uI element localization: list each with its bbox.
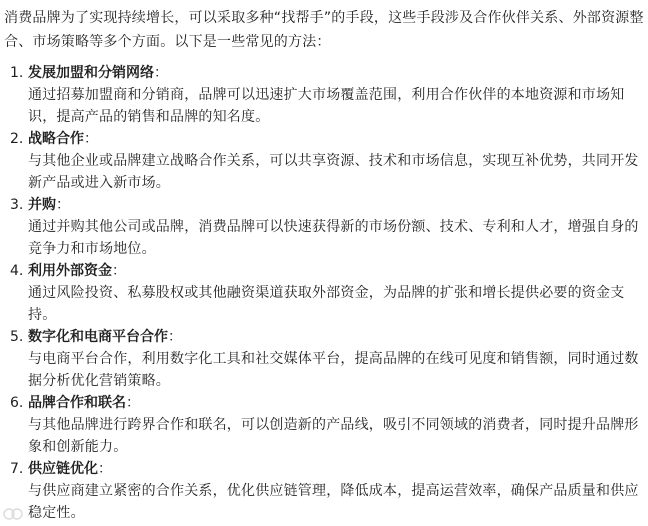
list-item-body: 通过招募加盟商和分销商，品牌可以迅速扩大市场覆盖范围，利用合作伙伴的本地资源和市场知识，提高产品的销售和品牌的知名度。 xyxy=(28,87,625,125)
list-item-body: 与电商平台合作，利用数字化工具和社交媒体平台，提高品牌的在线可见度和销售额，同时通过数据分析优化营销策略。 xyxy=(28,351,639,389)
list-item-title: 供应链优化 xyxy=(28,461,98,477)
list-item-colon: ： xyxy=(112,263,126,279)
list-item-number: 6. xyxy=(10,395,24,411)
list-item-body: 通过风险投资、私募股权或其他融资渠道获取外部资金，为品牌的扩张和增长提供必要的资金支持。 xyxy=(28,285,625,323)
list-item-number: 4. xyxy=(10,263,24,279)
list-item-heading xyxy=(10,326,182,348)
list-item-title: 品牌合作和联名 xyxy=(28,395,126,411)
list-item-colon: ： xyxy=(154,65,168,81)
list-item-heading xyxy=(10,260,126,282)
list-item-body: 与其他品牌进行跨界合作和联名，可以创造新的产品线，吸引不同领域的消费者，同时提升品牌形象和创新能力。 xyxy=(28,417,639,455)
list-item-heading xyxy=(10,458,112,480)
list-item-heading xyxy=(10,128,98,150)
list-item-title: 利用外部资金 xyxy=(28,263,112,279)
list-item-number: 1. xyxy=(10,65,24,81)
list-item-number: 2. xyxy=(10,131,24,147)
list-item-body: 与其他企业或品牌建立战略合作关系，可以共享资源、技术和市场信息，实现互补优势，共同开发新产品或进入新市场。 xyxy=(28,153,639,191)
list-item-body: 与供应商建立紧密的合作关系，优化供应链管理，降低成本，提高运营效率，确保产品质量和供应稳定性。 xyxy=(28,483,639,521)
list-item-colon: ： xyxy=(168,329,182,345)
list-item-number: 5. xyxy=(10,329,24,345)
list-item-body: 通过并购其他公司或品牌，消费品牌可以快速获得新的市场份额、技术、专利和人才，增强自身的竞争力和市场地位。 xyxy=(28,219,639,257)
list-item-heading xyxy=(10,62,168,84)
list-item-heading xyxy=(10,194,70,216)
list-item-colon: ： xyxy=(84,131,98,147)
intro-paragraph: 消费品牌为了实现持续增长，可以采取多种“找帮手”的手段，这些手段涉及合作伙伴关系、外部资源整合、市场策略等多个方面。以下是一些常见的方法： xyxy=(4,10,644,50)
list-item-colon: ： xyxy=(126,395,140,411)
list-item-number: 7. xyxy=(10,461,24,477)
list-item-number: 3. xyxy=(10,197,24,213)
list-item-title: 战略合作 xyxy=(28,131,84,147)
list-item-colon: ： xyxy=(56,197,70,213)
watermark-icon xyxy=(2,505,24,523)
list-item-colon: ： xyxy=(98,461,112,477)
list-item-title: 并购 xyxy=(28,197,56,213)
list-item-title: 发展加盟和分销网络 xyxy=(28,65,154,81)
list-item-title: 数字化和电商平台合作 xyxy=(28,329,168,345)
list-item-heading xyxy=(10,392,140,414)
